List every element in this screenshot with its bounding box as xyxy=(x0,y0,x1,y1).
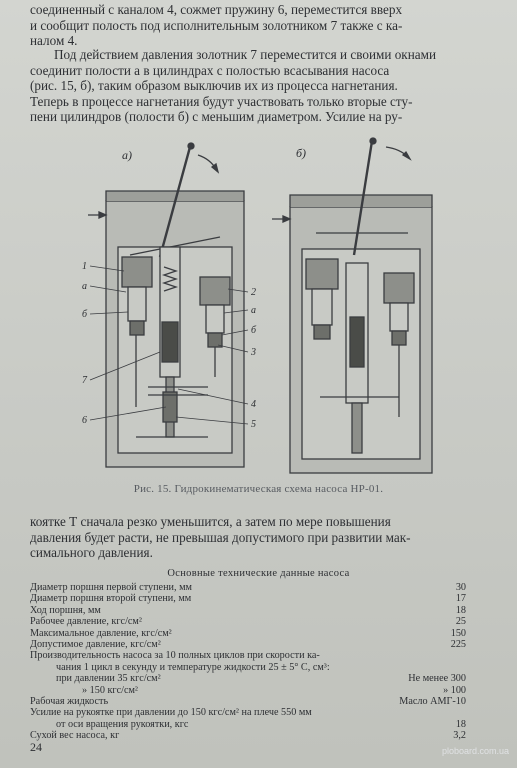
spec-label: Усилие на рукоятке при давлении до 150 кгс/см² на плече 550 мм xyxy=(30,707,312,719)
spec-row xyxy=(30,696,492,707)
text-line: соединенный с каналом 4, сожмет пружину 6, переместится вверх xyxy=(30,2,403,17)
spec-value: Не менее 300 xyxy=(408,673,466,685)
callout-label: 6 xyxy=(82,415,87,426)
callout-label: 5 xyxy=(251,419,256,430)
callout-label: б xyxy=(251,325,257,336)
callout-label: 2 xyxy=(251,287,256,298)
specs-title: Основные технические данные насоса xyxy=(167,568,350,579)
spec-label: Сухой вес насоса, кг xyxy=(30,730,120,742)
callout-label: а xyxy=(82,281,87,292)
spec-label: Рабочая жидкость xyxy=(30,695,109,707)
spec-value: 18 xyxy=(455,718,466,730)
spec-label: Максимальное давление, кгс/см² xyxy=(30,627,172,639)
panel-b-diagram xyxy=(272,138,432,473)
spec-label: » 150 кгс/см² xyxy=(82,684,138,696)
text-line: давления будет расти, не превышая допустимого при развитии мак- xyxy=(30,529,411,545)
callout-label: а xyxy=(251,305,256,316)
watermark: ploboard.com.ua xyxy=(441,746,509,756)
text-line: налом 4. xyxy=(30,33,78,49)
spec-row xyxy=(30,628,492,639)
callout-label: б xyxy=(82,309,88,320)
spec-label: Допустимое давление, кгс/см² xyxy=(30,638,161,650)
spec-value: 225 xyxy=(450,638,466,650)
text-line: (рис. 15, б), таким образом выключив их из процесса нагнетания. xyxy=(30,78,398,94)
figure-caption: Рис. 15. Гидрокинематическая схема насоса НР-01. xyxy=(133,483,384,495)
spec-value: 30 xyxy=(455,582,466,593)
spec-row xyxy=(30,730,492,741)
text-line: Теперь в процессе нагнетания будут участвовать только вторые сту- xyxy=(30,93,413,109)
panel-b-label: б) xyxy=(296,146,307,160)
spec-label: Диаметр поршня первой ступени, мм xyxy=(30,582,192,593)
text-line: симального давления. xyxy=(30,545,153,561)
spec-label: Диаметр поршня второй ступени, мм xyxy=(30,593,192,605)
text-line: и сообщит полость под исполнительным золотником 7 также с ка- xyxy=(30,17,403,33)
spec-row xyxy=(30,662,492,673)
paragraph-1 xyxy=(30,2,492,49)
spec-value: 25 xyxy=(455,616,466,628)
spec-row xyxy=(30,707,492,718)
hydraulic-scheme-figure xyxy=(68,137,460,482)
text-line: пени цилиндров (полости б) с меньшим диаметром. Усилие на ру- xyxy=(30,109,403,125)
spec-value: 3,2 xyxy=(453,730,466,742)
spec-row xyxy=(30,616,492,627)
spec-value: 17 xyxy=(455,593,466,605)
spec-row xyxy=(30,650,492,661)
spec-label: от оси вращения рукоятки, кгс xyxy=(56,718,189,730)
spec-row xyxy=(30,719,492,730)
spec-row xyxy=(30,605,492,616)
spec-label: Рабочее давление, кгс/см² xyxy=(30,616,142,628)
text-line: коятке Т сначала резко уменьшится, а затем по мере повышения xyxy=(30,514,391,529)
callout-label: 4 xyxy=(251,399,256,410)
paragraph-3 xyxy=(30,514,492,561)
paragraph-2 xyxy=(30,47,492,125)
specs-table xyxy=(30,582,492,741)
spec-value: » 100 xyxy=(443,684,466,696)
spec-row xyxy=(30,582,492,593)
spec-value: 150 xyxy=(450,627,466,639)
spec-value: 18 xyxy=(455,604,466,616)
spec-label: при давлении 35 кгс/см² xyxy=(56,673,161,685)
spec-row xyxy=(30,685,492,696)
page-number: 24 xyxy=(30,740,42,754)
panel-a-diagram xyxy=(88,143,244,467)
spec-label: чания 1 цикл в секунду и температуре жидкости 25 ± 5° С, см³: xyxy=(56,661,330,673)
callout-label: 7 xyxy=(82,375,87,386)
spec-row xyxy=(30,593,492,604)
callout-label: 1 xyxy=(82,261,87,272)
panel-a-label: а) xyxy=(122,148,132,162)
text-line: соединит полости а в цилиндрах с полостью всасывания насоса xyxy=(30,62,390,78)
callout-label: 3 xyxy=(251,347,256,358)
spec-value: Масло АМГ-10 xyxy=(399,695,466,707)
spec-row xyxy=(30,673,492,684)
text-line: Под действием давления золотник 7 переместится и своими окнами xyxy=(54,47,437,62)
spec-label: Производительность насоса за 10 полных циклов при скорости ка- xyxy=(30,650,320,662)
spec-row xyxy=(30,639,492,650)
spec-label: Ход поршня, мм xyxy=(30,604,101,616)
